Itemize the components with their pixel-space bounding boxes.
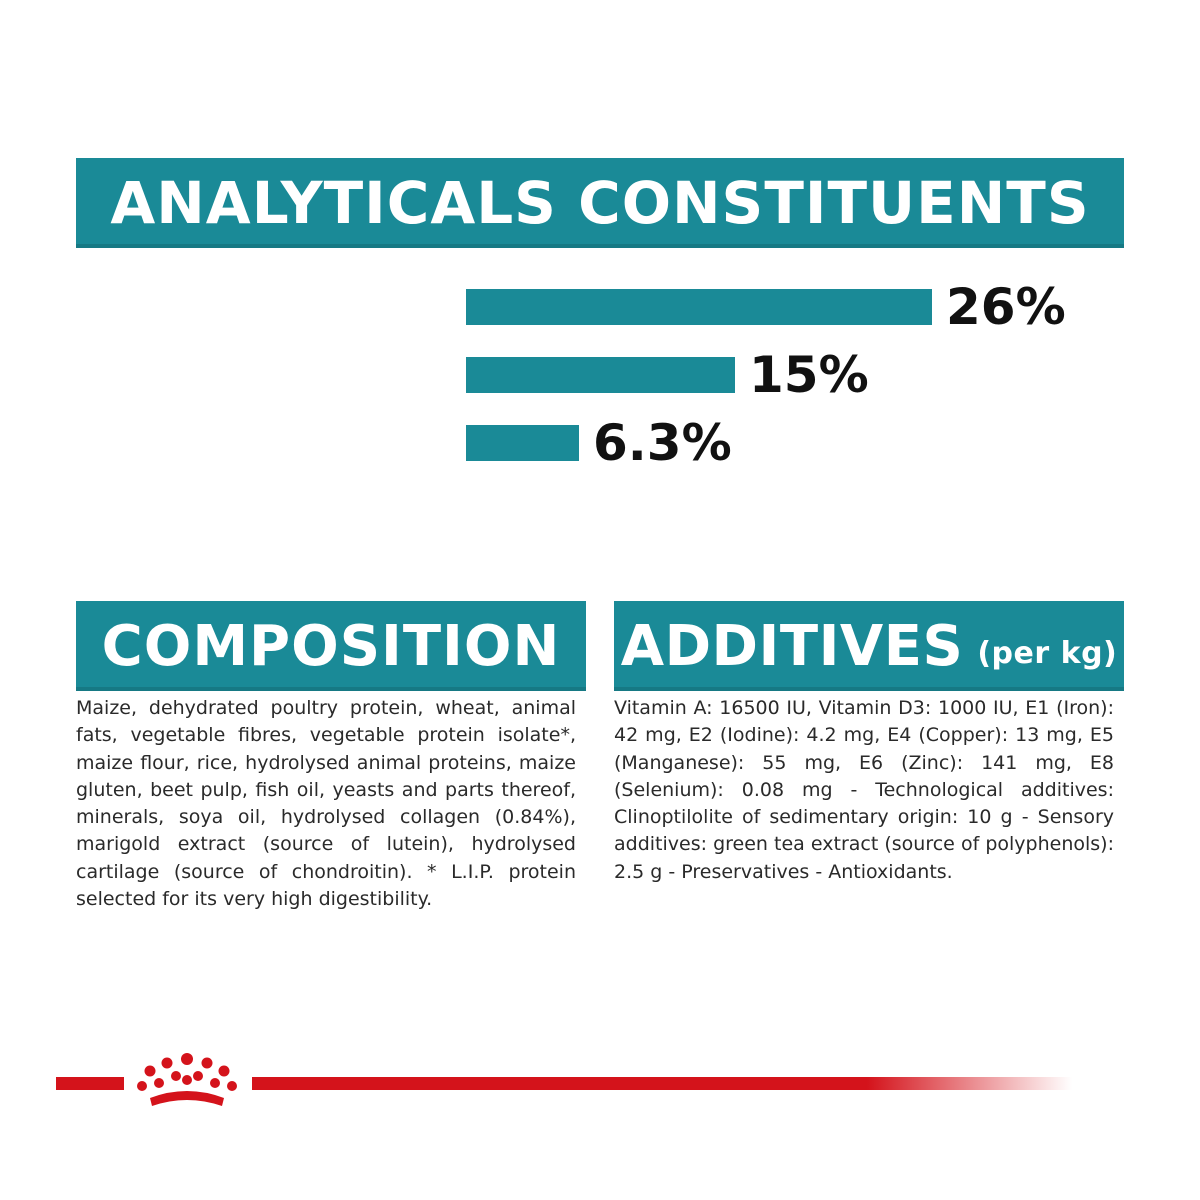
additives-title-banner	[614, 601, 1124, 691]
additives-unit: (per kg)	[977, 635, 1118, 671]
composition-text: Maize, dehydrated poultry protein, wheat, animal fats, vegetable fibres, vegetable protein isolate*, maize flour, rice, hydrolysed animal proteins, maize gluten, beet pulp, fish oil, yeasts and parts thereof, minerals, soya oil, hydrolysed collagen (0.84%), marigold extract (source of lutein), hydrolysed cartilage (source of chondroitin). * L.I.P. protein selected for its very high digestibility.	[76, 697, 576, 911]
composition-title-banner	[76, 601, 586, 691]
additives-title: ADDITIVES	[620, 613, 964, 679]
royal-canin-crown-icon	[130, 1050, 244, 1116]
row-value: 26%	[946, 278, 1066, 336]
footer-red-line-right	[252, 1077, 1072, 1090]
analytics-title-banner	[76, 158, 1124, 248]
composition-title: COMPOSITION	[101, 613, 561, 679]
additives-text: Vitamin A: 16500 IU, Vitamin D3: 1000 IU, E1 (Iron): 42 mg, E2 (Iodine): 4.2 mg, E4 (Copper): 13 mg, E5 (Manganese): 55 mg, E6 (Zinc): 141 mg, E8 (Selenium): 0.08 mg - Technological additives: Clinoptilolite of sedimentary origin: 10 g - Sensory additives: green tea extract (source of polyphenols): 2.5 g - Preservatives - Antioxidants.	[614, 697, 1114, 883]
row-bar	[466, 425, 579, 461]
analytics-title: ANALYTICALS CONSTITUENTS	[110, 169, 1090, 237]
row-bar	[466, 357, 735, 393]
footer-red-line-left	[56, 1077, 124, 1090]
row-bar	[466, 289, 932, 325]
row-value: 6.3%	[593, 414, 732, 472]
row-value: 15%	[749, 346, 869, 404]
